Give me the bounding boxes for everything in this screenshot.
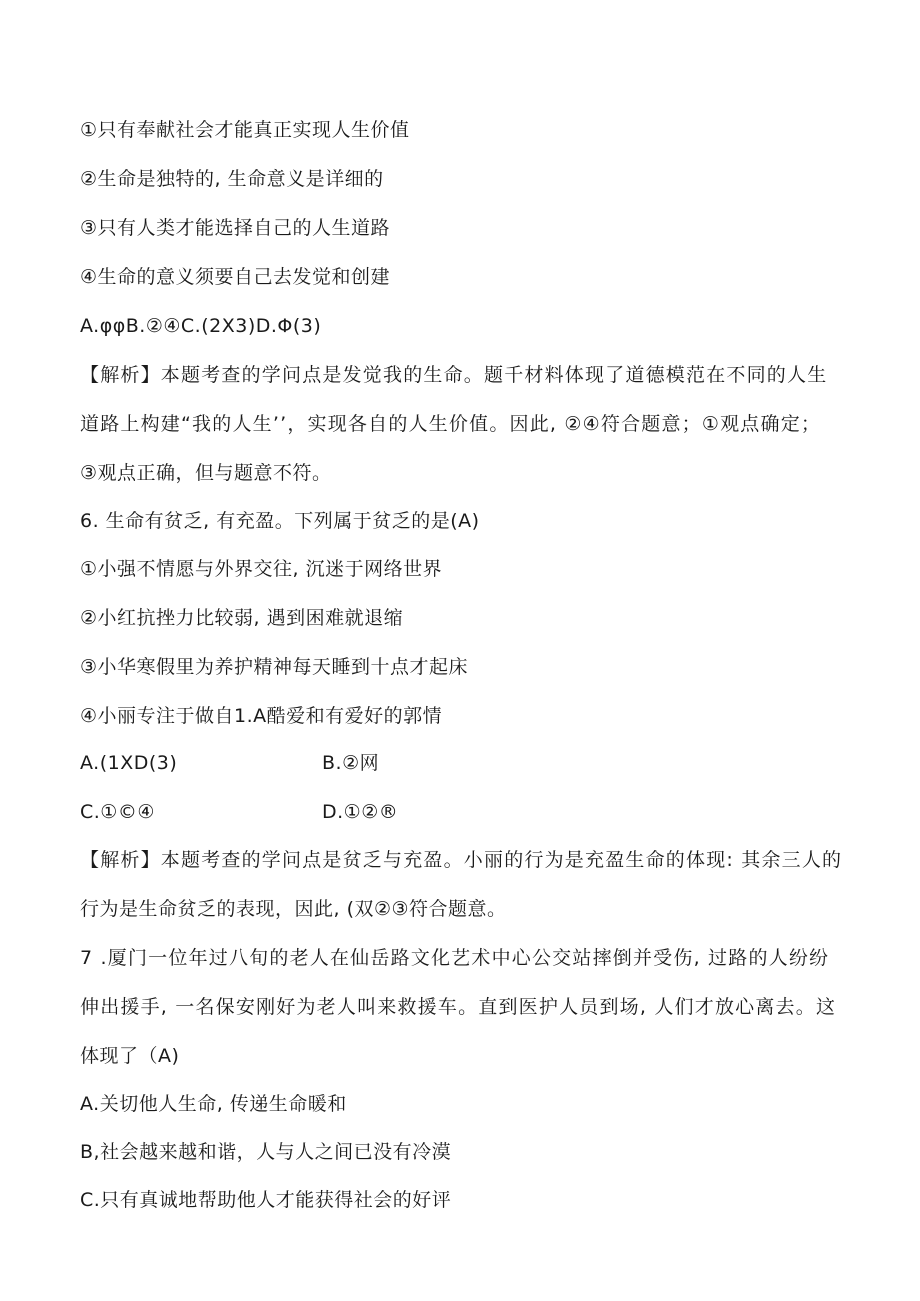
- q5-analysis-line-2: 道路上构建“我的人生’’，实现各自的人生价值。因此, ②④符合题意；①观点确定；: [80, 413, 822, 435]
- q5-option-1: ①只有奉献社会才能真正实现人生价值: [80, 119, 410, 141]
- q7-stem-line-3: 体现了（A): [80, 1045, 180, 1067]
- q6-option-3: ③小华寒假里为养护精神每天睡到十点才起床: [80, 656, 469, 678]
- q7-option-c: C.只有真诚地帮助他人才能获得社会的好评: [80, 1189, 452, 1211]
- q5-option-4: ④生命的意义须要自己去发觉和创建: [80, 266, 391, 288]
- q5-analysis-line-3: ③观点正确，但与题意不符。: [80, 462, 332, 484]
- q6-option-1: ①小强不情愿与外界交往, 沉迷于网络世界: [80, 558, 443, 580]
- q6-choice-b: B.②网: [322, 752, 380, 774]
- q5-option-3: ③只有人类才能选择自己的人生道路: [80, 217, 391, 239]
- q7-option-a: A.关切他人生命, 传递生命暖和: [80, 1093, 347, 1115]
- q5-analysis-line-1: 【解析】本题考查的学问点是发觉我的生命。题千材料体现了道德模范在不同的人生: [80, 364, 828, 386]
- q7-stem-line-2: 伸出援手, 一名保安刚好为老人叫来救援车。直到医护人员到场, 人们才放心离去。这: [80, 996, 837, 1018]
- q6-choice-c: C.①©④: [80, 801, 155, 823]
- q6-option-4: ④小丽专注于做自1.A酷爱和有爱好的郭情: [80, 705, 443, 727]
- q6-choice-a: A.(1XD(3): [80, 752, 178, 774]
- q6-choice-d: D.①②®: [322, 801, 399, 823]
- q6-option-2: ②小红抗挫力比较弱, 遇到困难就退缩: [80, 607, 404, 629]
- q7-option-b: B,社会越来越和谐，人与人之间已没有冷漠: [80, 1141, 452, 1163]
- q7-stem-line-1: 7 .厦门一位年过八旬的老人在仙岳路文化艺术中心公交站摔倒并受伤, 过路的人纷纷: [80, 947, 830, 969]
- q6-analysis-line-1: 【解析】本题考查的学问点是贫乏与充盈。小丽的行为是充盈生命的体现: 其余三人的: [80, 849, 843, 871]
- q5-option-2: ②生命是独特的, 生命意义是详细的: [80, 168, 384, 190]
- q6-stem: 6. 生命有贫乏, 有充盈。下列属于贫乏的是(A): [80, 510, 480, 532]
- q6-analysis-line-2: 行为是生命贫乏的表现，因此, (双②③符合题意。: [80, 898, 507, 920]
- q5-answer-choices: A.φφB.②④C.(2X3)D.Φ(3): [80, 315, 322, 337]
